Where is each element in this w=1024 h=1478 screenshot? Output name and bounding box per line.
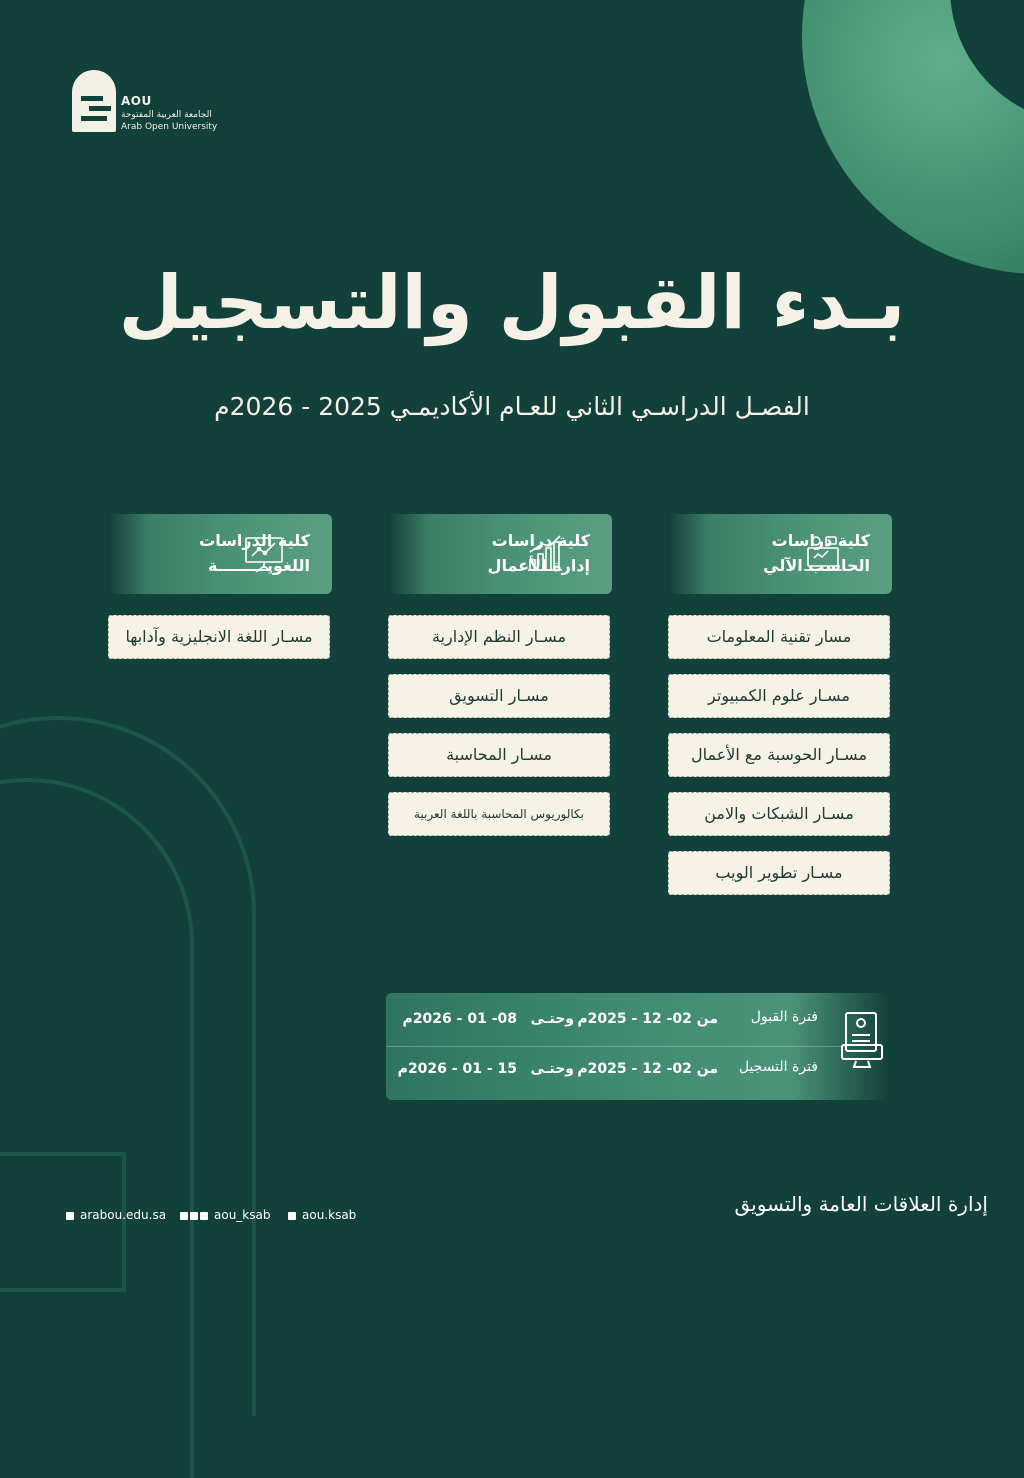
registration-period-to: 15 - 01 - 2026م (397, 1061, 517, 1077)
x-icon (180, 1212, 188, 1220)
registration-period-from: من 02- 12 - 2025م (577, 1061, 718, 1077)
college-header-languages (108, 514, 332, 594)
facebook-icon (288, 1212, 296, 1220)
computer-science-icon (802, 532, 846, 576)
track-item: مسـار الشبكات والامن (668, 792, 890, 836)
page-title: بـدء القبول والتسجيل (118, 260, 906, 346)
social-handle-link[interactable] (180, 1208, 270, 1222)
college-name: كلية دراسات الحاسب الآلي (763, 531, 870, 575)
logo-name-ar: الجامعة العربية المفتوحة (121, 110, 212, 120)
dates-divider (386, 1046, 846, 1047)
registration-period-to-word: وحتـى (530, 1061, 574, 1077)
track-item: مسـار علوم الكمبيوتر (668, 674, 890, 718)
college-name: كلية دراسات إدارة الأعمال (487, 531, 590, 575)
snapchat-icon (200, 1212, 208, 1220)
instagram-icon (190, 1212, 198, 1220)
decorative-frame (0, 1152, 126, 1292)
logo-abbr: AOU (121, 94, 152, 108)
admission-period-from: من 02- 12 - 2025م (577, 1011, 718, 1027)
track-item: مسـار التسويق (388, 674, 610, 718)
admission-period-label: فترة القبول (750, 1009, 818, 1025)
registration-period-label: فترة التسجيل (738, 1059, 818, 1075)
social-handle-text: aou_ksab (214, 1208, 271, 1222)
college-name: كلية الدراسات اللغويـــــــــة (199, 531, 310, 575)
admission-period-to-word: وحتـى (530, 1011, 574, 1027)
department-name: إدارة العلاقات العامة والتسويق (734, 1192, 988, 1216)
track-item: مسـار النظم الإدارية (388, 615, 610, 659)
bar-chart-icon (522, 532, 566, 576)
admission-period-to: 08- 01 - 2026م (402, 1011, 517, 1027)
registration-form-icon (838, 1009, 886, 1069)
university-logo (72, 70, 232, 134)
presentation-board-icon (242, 532, 286, 576)
track-item: مسـار تطوير الويب (668, 851, 890, 895)
decorative-arch-inner (0, 778, 194, 1478)
website-text: arabou.edu.sa (80, 1208, 167, 1222)
college-header-computer (668, 514, 892, 594)
logo-mark-icon (72, 70, 116, 132)
track-item: مسار تقنية المعلومات (668, 615, 890, 659)
track-item: مسـار اللغة الانجليزية وآدابها (108, 615, 330, 659)
dates-panel (386, 993, 890, 1100)
track-item: بكالوريوس المحاسبة باللغة العربية (388, 792, 610, 836)
college-header-business (388, 514, 612, 594)
facebook-text: aou.ksab (302, 1208, 357, 1222)
facebook-link[interactable] (288, 1208, 356, 1222)
globe-icon (66, 1212, 74, 1220)
website-link[interactable] (66, 1208, 166, 1222)
logo-name-en: Arab Open University (121, 122, 218, 132)
page-subtitle: الفصـل الدراسـي الثاني للعـام الأكاديمـي 2025 - 2026م (214, 392, 810, 421)
track-item: مسـار الحوسبة مع الأعمال (668, 733, 890, 777)
track-item: مسـار المحاسبة (388, 733, 610, 777)
